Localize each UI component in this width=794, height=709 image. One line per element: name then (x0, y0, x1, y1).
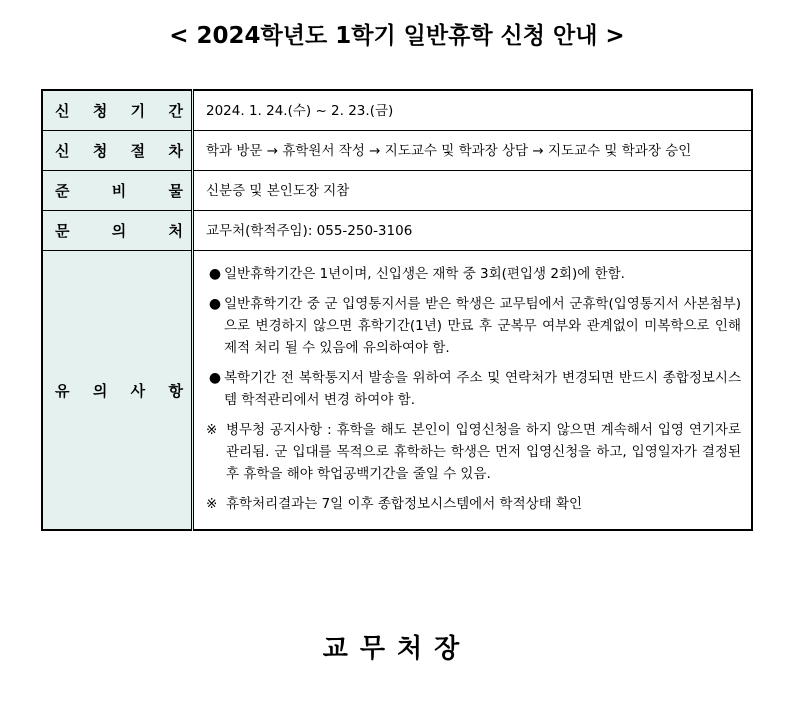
row-value: 2024. 1. 24.(수) ~ 2. 23.(금) (193, 90, 753, 131)
label-char: 항 (168, 381, 183, 400)
label-char: 청 (92, 102, 108, 120)
info-table (41, 89, 753, 531)
row-value: 신분증 및 본인도장 지참 (193, 171, 753, 211)
reference-mark-icon: ※ (206, 496, 218, 512)
row-label (42, 171, 193, 211)
bullet-icon: ● (208, 296, 222, 312)
reference-mark-icon: ※ (206, 422, 218, 438)
label-char: 청 (92, 142, 108, 160)
list-item (206, 263, 741, 285)
label-char: 간 (168, 102, 183, 120)
table-row-procedure (42, 131, 752, 171)
label-char: 준 (55, 182, 70, 200)
row-value: 학과 방문 → 휴학원서 작성 → 지도교수 및 학과장 상담 → 지도교수 및 학과장 승인 (193, 131, 753, 171)
label-char: 비 (111, 182, 127, 200)
remark-text: 휴학처리결과는 7일 이후 종합정보시스템에서 학적상태 확인 (226, 496, 583, 512)
table-row-period (42, 90, 752, 131)
label-char: 물 (168, 182, 183, 200)
remark-item (206, 493, 741, 515)
signature: 교무처장 (322, 634, 472, 664)
list-item (206, 367, 741, 411)
bullet-text: 복학기간 전 복학통지서 발송을 위하여 주소 및 연락처가 변경되면 반드시 종합정보시스템 학적관리에서 변경 하여야 함. (224, 370, 741, 408)
row-label (42, 211, 193, 251)
notes-content (193, 251, 753, 531)
label-char: 의 (111, 222, 127, 240)
row-label (42, 90, 193, 131)
table-row-notes (42, 251, 752, 531)
label-char: 문 (55, 222, 70, 240)
row-value: 교무처(학적주임): 055-250-3106 (193, 211, 753, 251)
remark-item (206, 419, 741, 485)
label-char: 절 (130, 142, 146, 160)
label-char: 차 (168, 142, 183, 160)
table-row-materials (42, 171, 752, 211)
label-char: 처 (168, 222, 183, 240)
label-char: 기 (130, 102, 146, 120)
label-char: 신 (55, 102, 70, 120)
bullet-text: 일반휴학기간 중 군 입영통지서를 받은 학생은 교무팀에서 군휴학(입영통지서 사본첨부)으로 변경하지 않으면 휴학기간(1년) 만료 후 군복무 여부와 관계없이 미복학으로 인해 제적 처리 될 수 있음에 유의하여야 함. (224, 296, 741, 356)
bullet-text: 일반휴학기간은 1년이며, 신입생은 재학 중 3회(편입생 2회)에 한함. (224, 266, 625, 282)
row-label (42, 251, 193, 531)
list-item (206, 293, 741, 359)
bullet-icon: ● (208, 370, 222, 386)
row-label (42, 131, 193, 171)
label-char: 유 (55, 381, 70, 400)
remark-text: 병무청 공지사항 : 휴학을 해도 본인이 입영신청을 하지 않으면 계속해서 입영 연기자로 관리됨. 군 입대를 목적으로 휴학하는 학생은 먼저 입영신청을 하고, 입영일자가 결정된 후 휴학을 해야 학업공백기간을 줄일 수 있음. (226, 422, 741, 482)
label-char: 의 (92, 381, 108, 400)
table-row-contact (42, 211, 752, 251)
label-char: 사 (130, 381, 146, 400)
bullet-icon: ● (208, 266, 222, 282)
label-char: 신 (55, 142, 70, 160)
page-title: < 2024학년도 1학기 일반휴학 신청 안내 > (169, 23, 625, 49)
